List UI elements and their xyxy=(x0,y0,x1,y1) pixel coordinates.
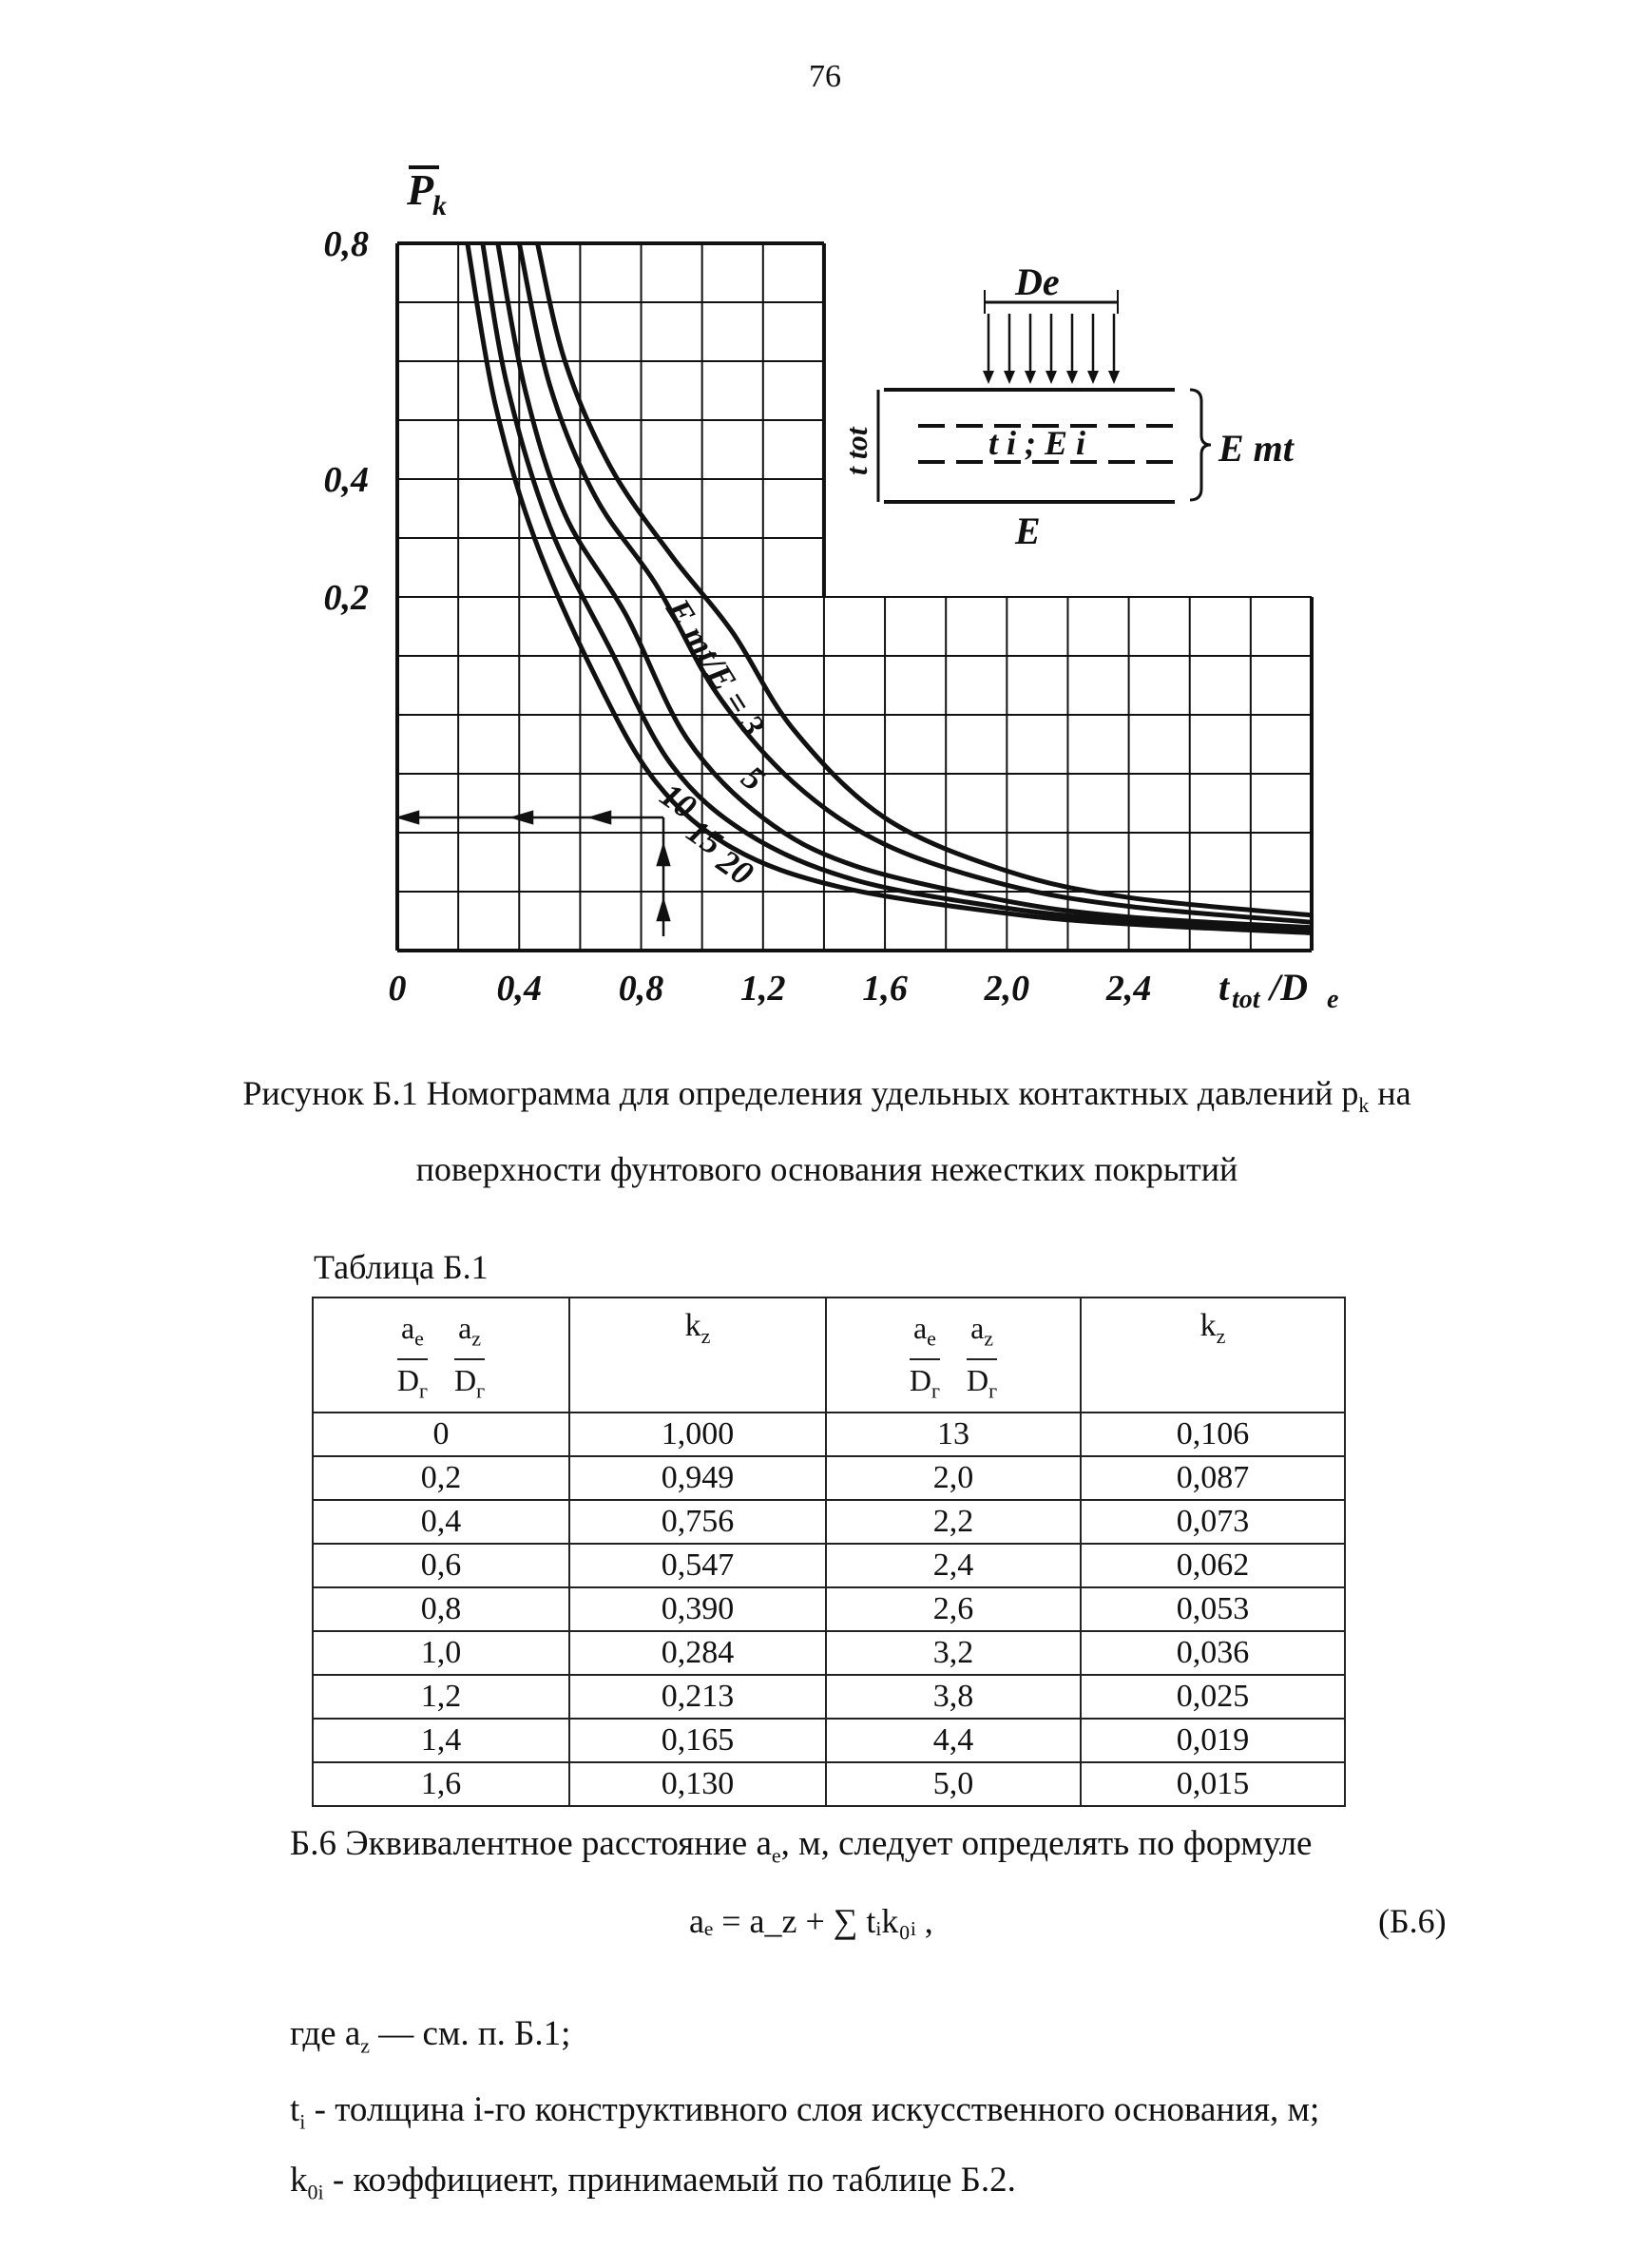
definition-k0i: $k_{0i}$ - коэффициент, принимаемый по таблице Б.2. xyxy=(290,2161,1016,2204)
table-cell: 0,165 xyxy=(569,1719,826,1762)
table-cell: 0,284 xyxy=(569,1631,826,1675)
table-cell: 0,8 xyxy=(313,1587,569,1631)
table-cell: 0,025 xyxy=(1081,1675,1345,1719)
curve-label-main: E mt/E = 3 xyxy=(659,592,773,743)
table-cell: 4,4 xyxy=(826,1719,1081,1762)
table-cell: 2,6 xyxy=(826,1587,1081,1631)
x-tick-label: 1,6 xyxy=(862,969,908,1009)
table-cell: 1,6 xyxy=(313,1762,569,1806)
table-row xyxy=(313,1675,1345,1719)
header-ratio-left: $\frac{a_e}{D_г}$ $\frac{a_z}{D_г}$ xyxy=(313,1297,569,1413)
table-cell: 13 xyxy=(826,1413,1081,1456)
table-row xyxy=(313,1719,1345,1762)
table-cell: 0,390 xyxy=(569,1587,826,1631)
definition-ti: $t_i$ - толщина i-го конструктивного слоя искусственного основания, м; xyxy=(290,2090,1320,2134)
table-cell: 0,019 xyxy=(1081,1719,1345,1762)
inset-equivalent-modulus-label: E mt xyxy=(1218,427,1294,470)
x-tick-label: 0 xyxy=(388,969,407,1009)
caption-line1-text: Рисунок Б.1 Номограмма для определения удельных контактных давлений p xyxy=(242,1074,1359,1112)
table-row xyxy=(313,1587,1345,1631)
nomogram-chart xyxy=(0,0,1650,1046)
x-axis-title-tail: /D xyxy=(1270,966,1308,1009)
table-cell: 1,2 xyxy=(313,1675,569,1719)
table-cell: 2,0 xyxy=(826,1456,1081,1500)
table-cell: 2,2 xyxy=(826,1500,1081,1544)
inset-thickness-label: t tot xyxy=(839,427,873,475)
inset-layer-label: t i ; E i xyxy=(988,424,1086,462)
header-kz-left: $k_z$ xyxy=(569,1297,826,1413)
inset-subgrade-label: E xyxy=(1015,509,1041,552)
table-cell: 0,949 xyxy=(569,1456,826,1500)
table-cell: 0,087 xyxy=(1081,1456,1345,1500)
y-axis-title-sub: k xyxy=(432,190,447,221)
x-tick-label: 2,4 xyxy=(1105,969,1152,1009)
formula-number: (Б.6) xyxy=(1378,1902,1447,1940)
table-cell: 0 xyxy=(313,1413,569,1456)
chart-grid xyxy=(397,243,1312,951)
inset-load-width-label: De xyxy=(1015,260,1060,303)
y-tick-label: 0,8 xyxy=(323,224,369,264)
table-row xyxy=(313,1762,1345,1806)
layer-inset-diagram xyxy=(878,290,1211,502)
curve-emt-e-5 xyxy=(519,243,1312,922)
y-axis-title: P xyxy=(407,165,434,214)
caption-line1-sub: k xyxy=(1358,1093,1370,1118)
table-cell: 0,213 xyxy=(569,1675,826,1719)
reading-example-arrows xyxy=(399,812,669,936)
chart-curves xyxy=(468,243,1312,932)
table-cell: 0,015 xyxy=(1081,1762,1345,1806)
x-tick-label: 0,8 xyxy=(618,969,664,1009)
header-ratio-right: $\frac{a_e}{D_г}$ $\frac{a_z}{D_г}$ xyxy=(826,1297,1081,1413)
table-cell: 0,036 xyxy=(1081,1631,1345,1675)
figure-caption-line2: поверхности фунтового основания нежестких покрытий xyxy=(415,1150,1238,1188)
curve-emt-e-20 xyxy=(468,243,1312,932)
table-cell: 0,547 xyxy=(569,1544,826,1587)
page-number: 76 xyxy=(809,59,841,94)
curve-label-20: 20 xyxy=(710,841,760,894)
table-row xyxy=(313,1413,1345,1456)
x-tick-label: 0,4 xyxy=(496,969,543,1009)
x-tick-label: 2,0 xyxy=(984,969,1030,1009)
table-cell: 0,756 xyxy=(569,1500,826,1544)
table-title: Таблица Б.1 xyxy=(314,1248,489,1286)
definition-az: где $a_z$ — см. п. Б.1; xyxy=(290,2014,571,2058)
table-cell: 0,053 xyxy=(1081,1587,1345,1631)
caption-line1-tail: на xyxy=(1369,1074,1411,1112)
table-row xyxy=(313,1456,1345,1500)
table-body xyxy=(313,1413,1345,1806)
table-row xyxy=(313,1500,1345,1544)
header-kz-right: $k_z$ xyxy=(1081,1297,1345,1413)
x-axis-title: t xyxy=(1218,966,1230,1009)
y-tick-label: 0,4 xyxy=(323,460,369,500)
curve-label-15: 15 xyxy=(680,811,730,863)
x-tick-label: 1,2 xyxy=(740,969,786,1009)
table-cell: 3,8 xyxy=(826,1675,1081,1719)
table-cell: 0,062 xyxy=(1081,1544,1345,1587)
table-cell: 2,4 xyxy=(826,1544,1081,1587)
curve-label-10: 10 xyxy=(653,775,703,827)
paragraph-b6: Б.6 Эквивалентное расстояние $a_e$, м, следует определять по формуле xyxy=(290,1824,1313,1868)
table-cell: 5,0 xyxy=(826,1762,1081,1806)
table-cell: 1,000 xyxy=(569,1413,826,1456)
y-tick-label: 0,2 xyxy=(323,578,369,618)
table-cell: 1,4 xyxy=(313,1719,569,1762)
table-cell: 0,2 xyxy=(313,1456,569,1500)
table-cell: 0,4 xyxy=(313,1500,569,1544)
table-cell: 3,2 xyxy=(826,1631,1081,1675)
curve-label-5: 5 xyxy=(734,758,773,798)
table-row xyxy=(313,1631,1345,1675)
table-cell: 0,106 xyxy=(1081,1413,1345,1456)
coefficient-table xyxy=(312,1297,1346,1807)
table-cell: 0,130 xyxy=(569,1762,826,1806)
x-axis-title-tail-sub: e xyxy=(1327,985,1339,1014)
table-row xyxy=(313,1544,1345,1587)
table-cell: 0,6 xyxy=(313,1544,569,1587)
x-axis-title-sub: tot xyxy=(1232,985,1260,1014)
table-cell: 1,0 xyxy=(313,1631,569,1675)
formula-b6: aₑ = a_z + ∑ tᵢk₀ᵢ , xyxy=(689,1902,933,1940)
table-header-row xyxy=(313,1297,1345,1413)
table-cell: 0,073 xyxy=(1081,1500,1345,1544)
